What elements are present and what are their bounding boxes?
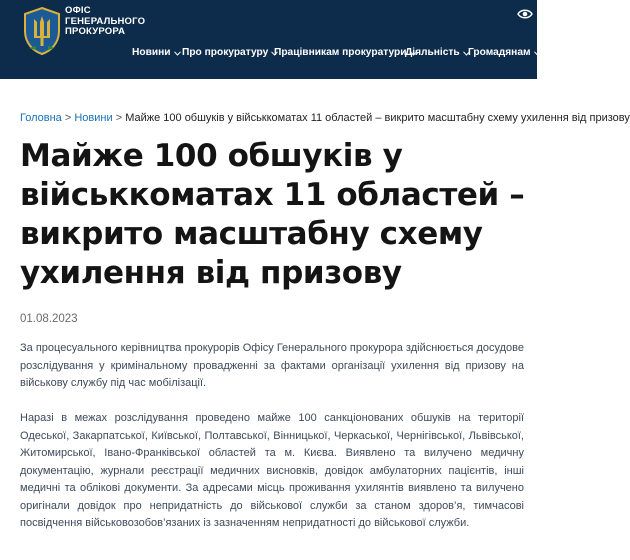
brand-name[interactable] bbox=[65, 6, 145, 38]
brand-line-1: ОФІС bbox=[65, 5, 91, 16]
chevron-down-icon bbox=[174, 51, 181, 56]
breadcrumb-current: Майже 100 обшуків у військкоматах 11 областей – викрито масштабну схему ухилення від призову bbox=[125, 112, 630, 124]
nav-item-label: Працівникам прокуратури bbox=[274, 47, 407, 58]
chevron-down-icon bbox=[534, 51, 541, 56]
nav-item-label: Громадянам bbox=[468, 47, 531, 58]
breadcrumb-news-link[interactable]: Новини bbox=[74, 112, 113, 124]
article-paragraph-2: Наразі в межах розслідування проведено майже 100 санкціонованих обшуків на території Одеської, Закарпатської, Київської, Полтавської, Вінницької, Черкаської, Чернігівської, Львівської, Житомирської, Івано-Франківської областей та м. Києва. Виявлено та вилучено медичну документацію, журнали реєстрації медичних висновків, довідок амбулаторних пацієнтів, інші медичні та облікові документи. За адресами місць проживання ухилянтів виявлено та вилучено оригінали довідок про непридатність до військової служби за станом здоров’я, тимчасові посвідчення військовозобов’язаних із зазначенням непридатності до військової служби. bbox=[20, 412, 524, 529]
nav-item-label: Про прокуратуру bbox=[182, 47, 269, 58]
breadcrumb-home-link[interactable]: Головна bbox=[20, 112, 62, 124]
breadcrumb bbox=[20, 111, 630, 125]
title-line-3: викрито масштабну схему bbox=[20, 216, 483, 252]
publish-date: 01.08.2023 bbox=[20, 313, 78, 325]
title-line-1: Майже 100 обшуків у bbox=[20, 138, 403, 174]
trident-shield-icon[interactable] bbox=[20, 6, 64, 56]
site-header bbox=[0, 0, 537, 79]
article-paragraph-1: За процесуального керівництва прокурорів Офісу Генерального прокурора здійснюється досудове розслідування у кримінальному провадженні за фактами організації ухилення від призову на військову службу під час мобілізації. bbox=[20, 342, 524, 389]
breadcrumb-separator: > bbox=[64, 112, 72, 124]
nav-item-about[interactable] bbox=[182, 46, 278, 59]
nav-item-label: Діяльність bbox=[405, 47, 460, 58]
eye-icon[interactable] bbox=[517, 8, 533, 20]
nav-item-citizens[interactable] bbox=[468, 46, 541, 59]
page-title bbox=[20, 137, 530, 293]
brand-line-2: ГЕНЕРАЛЬНОГО bbox=[65, 15, 146, 27]
nav-item-employees[interactable] bbox=[274, 46, 417, 59]
title-line-4: ухилення від призову bbox=[20, 255, 402, 291]
brand-line-3: ПРОКУРОРА bbox=[65, 26, 126, 37]
nav-item-activity[interactable] bbox=[405, 46, 470, 59]
nav-item-news[interactable] bbox=[132, 46, 181, 59]
breadcrumb-separator: > bbox=[115, 112, 123, 124]
nav-item-label: Новини bbox=[132, 47, 171, 58]
title-line-2: військкоматах 11 областей – bbox=[20, 177, 525, 213]
